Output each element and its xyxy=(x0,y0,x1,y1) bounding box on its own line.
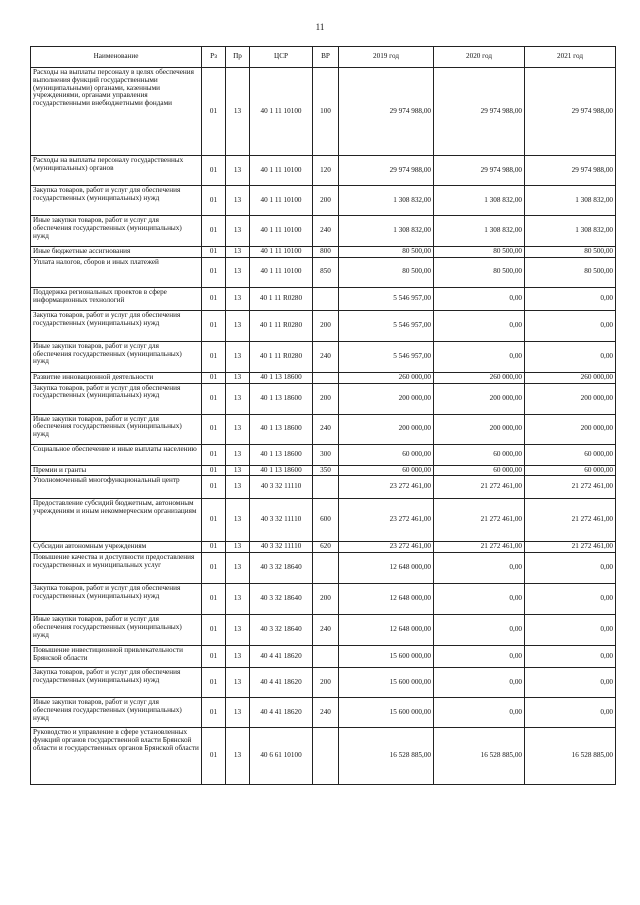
cell-2019: 200 000,00 xyxy=(339,414,434,444)
cell-pr: 13 xyxy=(226,341,250,372)
cell-rz: 01 xyxy=(202,186,226,216)
table-row xyxy=(31,341,616,372)
page-number: 11 xyxy=(315,22,325,32)
table-row xyxy=(31,728,616,785)
cell-vr: 350 xyxy=(313,465,339,476)
cell-vr: 620 xyxy=(313,542,339,553)
cell-name: Расходы на выплаты персоналу государственных (муниципальных) органов xyxy=(31,156,202,186)
cell-rz: 01 xyxy=(202,646,226,668)
cell-vr: 200 xyxy=(313,383,339,414)
cell-name: Закупка товаров, работ и услуг для обеспечения государственных (муниципальных) нужд xyxy=(31,310,202,341)
cell-vr: 200 xyxy=(313,668,339,698)
cell-vr xyxy=(313,287,339,310)
cell-pr: 13 xyxy=(226,465,250,476)
cell-2020: 0,00 xyxy=(434,646,525,668)
header-rz: Рз xyxy=(202,47,226,68)
cell-name: Иные закупки товаров, работ и услуг для обеспечения государственных (муниципальных) нужд xyxy=(31,698,202,728)
cell-2021: 200 000,00 xyxy=(525,383,616,414)
cell-vr xyxy=(313,372,339,383)
cell-rz: 01 xyxy=(202,584,226,615)
cell-2019: 23 272 461,00 xyxy=(339,542,434,553)
cell-2019: 29 974 988,00 xyxy=(339,68,434,156)
cell-pr: 13 xyxy=(226,414,250,444)
cell-2019: 15 600 000,00 xyxy=(339,698,434,728)
cell-vr xyxy=(313,646,339,668)
cell-rz: 01 xyxy=(202,372,226,383)
cell-rz: 01 xyxy=(202,216,226,247)
cell-pr: 13 xyxy=(226,668,250,698)
cell-2019: 12 648 000,00 xyxy=(339,553,434,584)
cell-csr: 40 1 11 10100 xyxy=(250,247,313,258)
table-row xyxy=(31,257,616,287)
cell-2021: 1 308 832,00 xyxy=(525,216,616,247)
cell-name: Закупка товаров, работ и услуг для обеспечения государственных (муниципальных) нужд xyxy=(31,186,202,216)
cell-2021: 200 000,00 xyxy=(525,414,616,444)
cell-rz: 01 xyxy=(202,383,226,414)
cell-name: Предоставление субсидий бюджетным, автономным учреждениям и иным некоммерческим организациям xyxy=(31,499,202,542)
header-name: Наименование xyxy=(31,47,202,68)
cell-rz: 01 xyxy=(202,465,226,476)
cell-vr: 240 xyxy=(313,414,339,444)
table-row xyxy=(31,247,616,258)
cell-2021: 60 000,00 xyxy=(525,444,616,465)
cell-vr: 100 xyxy=(313,68,339,156)
header-2020: 2020 год xyxy=(434,47,525,68)
cell-name: Иные закупки товаров, работ и услуг для обеспечения государственных (муниципальных) нужд xyxy=(31,615,202,646)
cell-name: Субсидии автономным учреждениям xyxy=(31,542,202,553)
cell-2021: 80 500,00 xyxy=(525,247,616,258)
cell-rz: 01 xyxy=(202,542,226,553)
cell-2019: 23 272 461,00 xyxy=(339,499,434,542)
cell-csr: 40 1 11 R0280 xyxy=(250,341,313,372)
cell-rz: 01 xyxy=(202,257,226,287)
header-vr: ВР xyxy=(313,47,339,68)
cell-csr: 40 4 41 18620 xyxy=(250,646,313,668)
cell-2020: 21 272 461,00 xyxy=(434,499,525,542)
table-row xyxy=(31,156,616,186)
cell-rz: 01 xyxy=(202,156,226,186)
cell-csr: 40 3 32 18640 xyxy=(250,553,313,584)
cell-2020: 16 528 885,00 xyxy=(434,728,525,785)
cell-2019: 60 000,00 xyxy=(339,465,434,476)
table-row xyxy=(31,615,616,646)
table-row xyxy=(31,465,616,476)
cell-2021: 80 500,00 xyxy=(525,257,616,287)
table-row xyxy=(31,476,616,499)
cell-csr: 40 1 11 10100 xyxy=(250,186,313,216)
cell-2021: 0,00 xyxy=(525,646,616,668)
cell-csr: 40 3 32 11110 xyxy=(250,476,313,499)
cell-2021: 21 272 461,00 xyxy=(525,542,616,553)
cell-2021: 0,00 xyxy=(525,553,616,584)
cell-2020: 29 974 988,00 xyxy=(434,156,525,186)
cell-2020: 21 272 461,00 xyxy=(434,476,525,499)
cell-csr: 40 1 13 18600 xyxy=(250,372,313,383)
table-row xyxy=(31,68,616,156)
cell-csr: 40 6 61 10100 xyxy=(250,728,313,785)
cell-vr: 240 xyxy=(313,341,339,372)
cell-2020: 1 308 832,00 xyxy=(434,216,525,247)
cell-csr: 40 3 32 11110 xyxy=(250,499,313,542)
cell-vr xyxy=(313,728,339,785)
cell-pr: 13 xyxy=(226,310,250,341)
cell-pr: 13 xyxy=(226,372,250,383)
cell-name: Иные закупки товаров, работ и услуг для обеспечения государственных (муниципальных) нужд xyxy=(31,341,202,372)
cell-2021: 0,00 xyxy=(525,668,616,698)
table-row xyxy=(31,668,616,698)
cell-vr: 200 xyxy=(313,584,339,615)
cell-2020: 60 000,00 xyxy=(434,465,525,476)
cell-csr: 40 1 13 18600 xyxy=(250,383,313,414)
cell-rz: 01 xyxy=(202,499,226,542)
cell-name: Повышение инвестиционной привлекательности Брянской области xyxy=(31,646,202,668)
table-row xyxy=(31,383,616,414)
cell-2020: 21 272 461,00 xyxy=(434,542,525,553)
cell-2019: 80 500,00 xyxy=(339,247,434,258)
cell-pr: 13 xyxy=(226,553,250,584)
cell-rz: 01 xyxy=(202,615,226,646)
cell-pr: 13 xyxy=(226,698,250,728)
header-csr: ЦСР xyxy=(250,47,313,68)
cell-2021: 0,00 xyxy=(525,310,616,341)
cell-2019: 5 546 957,00 xyxy=(339,287,434,310)
cell-csr: 40 3 32 18640 xyxy=(250,615,313,646)
cell-vr: 850 xyxy=(313,257,339,287)
cell-2020: 29 974 988,00 xyxy=(434,68,525,156)
cell-rz: 01 xyxy=(202,287,226,310)
cell-pr: 13 xyxy=(226,444,250,465)
cell-2020: 0,00 xyxy=(434,698,525,728)
header-pr: Пр xyxy=(226,47,250,68)
cell-pr: 13 xyxy=(226,584,250,615)
cell-2021: 1 308 832,00 xyxy=(525,186,616,216)
cell-2019: 29 974 988,00 xyxy=(339,156,434,186)
table-row xyxy=(31,499,616,542)
cell-2021: 260 000,00 xyxy=(525,372,616,383)
cell-2021: 0,00 xyxy=(525,584,616,615)
cell-name: Социальное обеспечение и иные выплаты населению xyxy=(31,444,202,465)
table-row xyxy=(31,287,616,310)
cell-vr: 800 xyxy=(313,247,339,258)
cell-pr: 13 xyxy=(226,216,250,247)
cell-2021: 29 974 988,00 xyxy=(525,68,616,156)
cell-csr: 40 1 11 R0280 xyxy=(250,310,313,341)
cell-pr: 13 xyxy=(226,499,250,542)
cell-2021: 29 974 988,00 xyxy=(525,156,616,186)
cell-2019: 80 500,00 xyxy=(339,257,434,287)
cell-name: Уполномоченный многофункциональный центр xyxy=(31,476,202,499)
cell-rz: 01 xyxy=(202,310,226,341)
header-2019: 2019 год xyxy=(339,47,434,68)
cell-2021: 0,00 xyxy=(525,287,616,310)
cell-rz: 01 xyxy=(202,341,226,372)
cell-name: Уплата налогов, сборов и иных платежей xyxy=(31,257,202,287)
cell-name: Иные бюджетные ассигнования xyxy=(31,247,202,258)
cell-csr: 40 1 11 10100 xyxy=(250,257,313,287)
table-row xyxy=(31,553,616,584)
cell-2020: 0,00 xyxy=(434,615,525,646)
cell-vr: 200 xyxy=(313,186,339,216)
cell-name: Повышение качества и доступности предоставления государственных и муниципальных услуг xyxy=(31,553,202,584)
cell-2021: 60 000,00 xyxy=(525,465,616,476)
cell-name: Расходы на выплаты персоналу в целях обеспечения выполнения функций государственными (муниципальными) органами, казенными учреждениями, органами управления государственными внебюджетными фондами xyxy=(31,68,202,156)
cell-2020: 1 308 832,00 xyxy=(434,186,525,216)
table-row xyxy=(31,186,616,216)
table-row xyxy=(31,698,616,728)
cell-2021: 16 528 885,00 xyxy=(525,728,616,785)
cell-name: Поддержка региональных проектов в сфере информационных технологий xyxy=(31,287,202,310)
cell-vr: 240 xyxy=(313,615,339,646)
cell-2019: 15 600 000,00 xyxy=(339,668,434,698)
cell-2020: 80 500,00 xyxy=(434,257,525,287)
cell-vr: 600 xyxy=(313,499,339,542)
cell-pr: 13 xyxy=(226,728,250,785)
cell-name: Закупка товаров, работ и услуг для обеспечения государственных (муниципальных) нужд xyxy=(31,668,202,698)
cell-csr: 40 1 13 18600 xyxy=(250,444,313,465)
table-row xyxy=(31,444,616,465)
cell-2020: 0,00 xyxy=(434,584,525,615)
cell-csr: 40 1 13 18600 xyxy=(250,414,313,444)
cell-rz: 01 xyxy=(202,698,226,728)
cell-pr: 13 xyxy=(226,247,250,258)
cell-2019: 260 000,00 xyxy=(339,372,434,383)
cell-2020: 0,00 xyxy=(434,287,525,310)
cell-2019: 1 308 832,00 xyxy=(339,216,434,247)
cell-2020: 260 000,00 xyxy=(434,372,525,383)
cell-2021: 0,00 xyxy=(525,341,616,372)
cell-2019: 12 648 000,00 xyxy=(339,615,434,646)
cell-pr: 13 xyxy=(226,476,250,499)
cell-vr: 200 xyxy=(313,310,339,341)
cell-2020: 200 000,00 xyxy=(434,383,525,414)
cell-2020: 0,00 xyxy=(434,668,525,698)
cell-pr: 13 xyxy=(226,542,250,553)
table-row xyxy=(31,372,616,383)
cell-name: Руководство и управление в сфере установленных функций органов государственной власти Брянской области и государственных органов Брянской области xyxy=(31,728,202,785)
cell-2020: 200 000,00 xyxy=(434,414,525,444)
cell-name: Закупка товаров, работ и услуг для обеспечения государственных (муниципальных) нужд xyxy=(31,383,202,414)
cell-name: Иные закупки товаров, работ и услуг для обеспечения государственных (муниципальных) нужд xyxy=(31,414,202,444)
cell-2021: 0,00 xyxy=(525,615,616,646)
cell-pr: 13 xyxy=(226,615,250,646)
cell-name: Закупка товаров, работ и услуг для обеспечения государственных (муниципальных) нужд xyxy=(31,584,202,615)
cell-2020: 0,00 xyxy=(434,341,525,372)
cell-2020: 80 500,00 xyxy=(434,247,525,258)
cell-2021: 0,00 xyxy=(525,698,616,728)
cell-vr: 120 xyxy=(313,156,339,186)
cell-2019: 12 648 000,00 xyxy=(339,584,434,615)
cell-2021: 21 272 461,00 xyxy=(525,499,616,542)
table-row xyxy=(31,216,616,247)
cell-pr: 13 xyxy=(226,156,250,186)
cell-csr: 40 1 11 10100 xyxy=(250,156,313,186)
cell-vr: 300 xyxy=(313,444,339,465)
cell-2020: 0,00 xyxy=(434,310,525,341)
cell-csr: 40 4 41 18620 xyxy=(250,698,313,728)
cell-2019: 16 528 885,00 xyxy=(339,728,434,785)
cell-csr: 40 3 32 18640 xyxy=(250,584,313,615)
cell-2019: 60 000,00 xyxy=(339,444,434,465)
cell-2019: 200 000,00 xyxy=(339,383,434,414)
table-row xyxy=(31,310,616,341)
cell-rz: 01 xyxy=(202,414,226,444)
cell-rz: 01 xyxy=(202,476,226,499)
cell-csr: 40 3 32 11110 xyxy=(250,542,313,553)
cell-csr: 40 1 11 R0280 xyxy=(250,287,313,310)
cell-rz: 01 xyxy=(202,444,226,465)
table-header-row xyxy=(31,47,616,68)
cell-pr: 13 xyxy=(226,287,250,310)
table-row xyxy=(31,542,616,553)
cell-pr: 13 xyxy=(226,383,250,414)
cell-csr: 40 4 41 18620 xyxy=(250,668,313,698)
cell-2019: 23 272 461,00 xyxy=(339,476,434,499)
cell-csr: 40 1 13 18600 xyxy=(250,465,313,476)
cell-vr: 240 xyxy=(313,216,339,247)
cell-pr: 13 xyxy=(226,257,250,287)
cell-vr xyxy=(313,553,339,584)
cell-rz: 01 xyxy=(202,553,226,584)
cell-rz: 01 xyxy=(202,68,226,156)
table-row xyxy=(31,584,616,615)
cell-2020: 0,00 xyxy=(434,553,525,584)
cell-pr: 13 xyxy=(226,646,250,668)
cell-rz: 01 xyxy=(202,728,226,785)
cell-rz: 01 xyxy=(202,668,226,698)
cell-pr: 13 xyxy=(226,68,250,156)
cell-csr: 40 1 11 10100 xyxy=(250,68,313,156)
cell-2020: 60 000,00 xyxy=(434,444,525,465)
header-2021: 2021 год xyxy=(525,47,616,68)
cell-vr xyxy=(313,476,339,499)
cell-2019: 5 546 957,00 xyxy=(339,310,434,341)
cell-name: Премии и гранты xyxy=(31,465,202,476)
table-row xyxy=(31,414,616,444)
cell-name: Развитие инновационной деятельности xyxy=(31,372,202,383)
cell-rz: 01 xyxy=(202,247,226,258)
cell-csr: 40 1 11 10100 xyxy=(250,216,313,247)
cell-2019: 5 546 957,00 xyxy=(339,341,434,372)
cell-2019: 1 308 832,00 xyxy=(339,186,434,216)
table-row xyxy=(31,646,616,668)
budget-table xyxy=(30,46,616,785)
cell-vr: 240 xyxy=(313,698,339,728)
cell-name: Иные закупки товаров, работ и услуг для обеспечения государственных (муниципальных) нужд xyxy=(31,216,202,247)
cell-pr: 13 xyxy=(226,186,250,216)
cell-2021: 21 272 461,00 xyxy=(525,476,616,499)
cell-2019: 15 600 000,00 xyxy=(339,646,434,668)
